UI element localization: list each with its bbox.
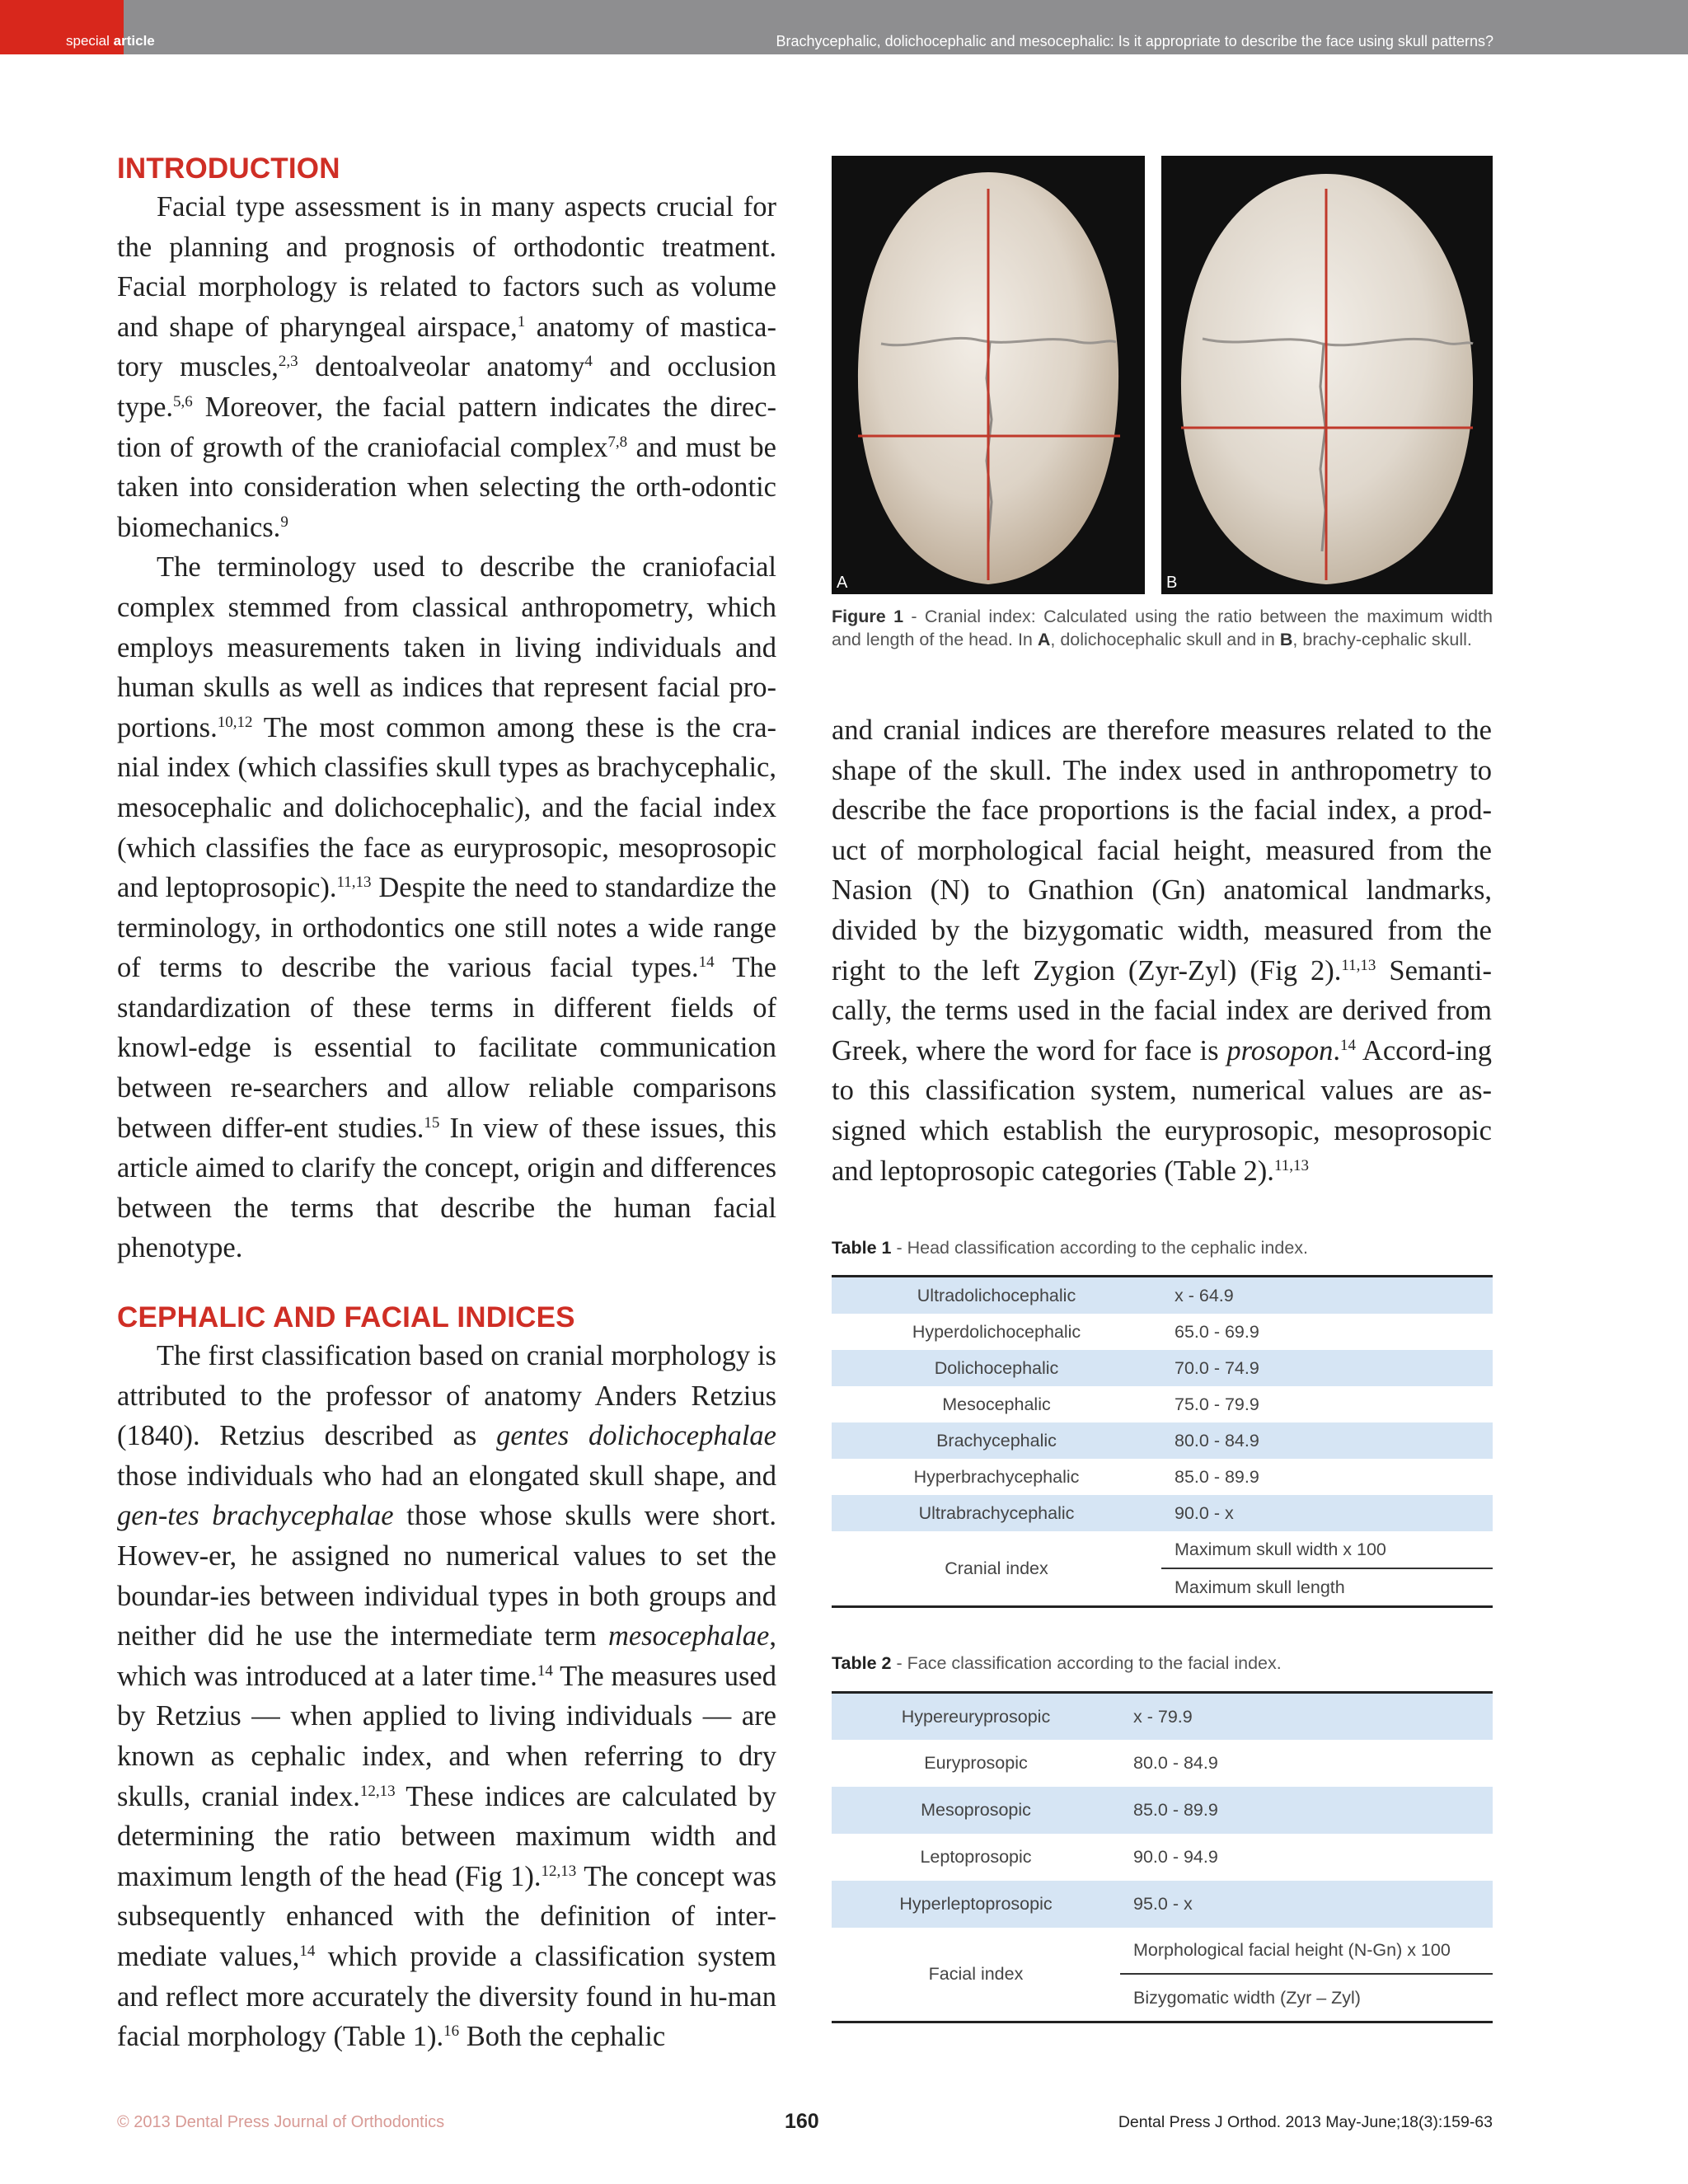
- footer-copyright: © 2013 Dental Press Journal of Orthodontics: [117, 2113, 445, 2131]
- table-cell: 95.0 - x: [1133, 1894, 1193, 1914]
- table-row: [832, 1277, 1493, 1314]
- table-cell: Mesocephalic: [942, 1394, 1051, 1414]
- table-row: [832, 1740, 1493, 1787]
- table-cell: 80.0 - 84.9: [1175, 1430, 1259, 1451]
- dolichocephalic-skull-image: [832, 156, 1145, 594]
- table-1: [832, 1275, 1493, 1608]
- table-1-caption: Table 1 - Head classification according to the cephalic index.: [832, 1238, 1309, 1258]
- intro-paragraph-1: Facial type assessment is in many aspects crucial for the planning and prognosis of orthodontic treatment. Facial morphology is related to factors such as volume and shape of pharyngeal airspace,$^1$ anatomy of mastica-tory muscles,$^{2,3}$ dentoalveolar anatomy$^4$ and occlusion type.$^{5,6}$ Moreover, the facial pattern indicates the direc-tion of growth of the craniofacial complex$^{7,8}$ and must be taken into consideration when selecting the orth-odontic biomechanics.$^9$: [117, 191, 776, 543]
- table-cell: Leptoprosopic: [920, 1847, 1032, 1867]
- table-cell: 75.0 - 79.9: [1175, 1394, 1259, 1414]
- table-1-formula: [832, 1531, 1493, 1605]
- table-2-formula: [832, 1928, 1493, 2021]
- table-cell: Hyperleptoprosopic: [899, 1894, 1053, 1914]
- formula-label: Facial index: [928, 1964, 1024, 1984]
- table-cell: Hyperbrachycephalic: [913, 1466, 1080, 1487]
- figure-1-panel-a: [832, 156, 1145, 594]
- table-row: [832, 1459, 1493, 1495]
- table-cell: 90.0 - x: [1175, 1502, 1234, 1523]
- table-cell: x - 79.9: [1133, 1706, 1193, 1727]
- panel-a-label: A: [837, 574, 848, 592]
- table-cell: Brachycephalic: [936, 1430, 1057, 1451]
- formula-denominator: Bizygomatic width (Zyr – Zyl): [1133, 1987, 1361, 2008]
- table-cell: Hyperdolichocephalic: [912, 1321, 1081, 1342]
- formula-numerator: Maximum skull width x 100: [1161, 1531, 1493, 1569]
- introduction-heading: INTRODUCTION: [117, 152, 340, 185]
- brachycephalic-skull-image: [1161, 156, 1493, 594]
- table-row: [832, 1350, 1493, 1386]
- formula-denominator: Maximum skull length: [1175, 1577, 1345, 1597]
- table-cell: 80.0 - 84.9: [1133, 1753, 1218, 1773]
- cephalic-paragraph: The first classification based on cranial morphology is attributed to the professor of anatomy Anders Retzius (1840). Retzius described as gentes dolichocephalae those individuals who had an elongated skull shape, and gen-tes brachycephalae those whose skulls were short. Howev-er, he assigned no numerical values to set the boundar-ies between individual types in both groups and neither did he use the intermediate term mesocephalae, which was introduced at a later time.$^{14}$ The measures used by Retzius — when applied to living individuals — are known as cephalic index, and when referring to dry skulls, cranial index.$^{12,13}$ These indices are calculated by determining the ratio between maximum width and maximum length of the head (Fig 1).$^{12,13}$ The concept was subsequently enhanced with the definition of inter-mediate values,$^{14}$ which provide a classification system and reflect more accurately the diversity found in hu-man facial morphology (Table 1).$^{16}$ Both the cephalic: [117, 1340, 777, 2053]
- table-cell: 85.0 - 89.9: [1175, 1466, 1259, 1487]
- formula-numerator: Morphological facial height (N-Gn) x 100: [1120, 1928, 1493, 1975]
- table-2: [832, 1691, 1493, 2023]
- table-row: [832, 1314, 1493, 1350]
- table-cell: 90.0 - 94.9: [1133, 1847, 1218, 1867]
- figure-1: [832, 156, 1493, 594]
- table-cell: 65.0 - 69.9: [1175, 1321, 1259, 1342]
- table-row: [832, 1834, 1493, 1881]
- formula-label: Cranial index: [945, 1558, 1048, 1578]
- panel-b-label: B: [1166, 574, 1178, 592]
- table-row: [832, 1787, 1493, 1834]
- table-cell: 70.0 - 74.9: [1175, 1357, 1259, 1378]
- figure-1-caption: Figure 1 - Cranial index: Calculated using the ratio between the maximum width and length of the head. In A, dolichocephalic skull and in B, brachy-cephalic skull.: [832, 607, 1493, 649]
- table-2-caption: Table 2 - Face classification according to the facial index.: [832, 1653, 1282, 1673]
- table-row: [832, 1422, 1493, 1459]
- table-cell: Dolichocephalic: [934, 1357, 1059, 1378]
- table-row: [832, 1386, 1493, 1422]
- figure-1-panel-b: [1161, 156, 1493, 594]
- table-row: [832, 1495, 1493, 1531]
- page-number: 160: [785, 2110, 819, 2133]
- intro-paragraph-2: The terminology used to describe the craniofacial complex stemmed from classical anthropometry, which employs measurements taken in living individuals and human skulls as well as indices that represent facial pro-portions.$^{10,12}$ The most common among these is the cra-nial index (which classifies skull types as brachycephalic, mesocephalic and dolichocephalic), and the facial index (which classifies the face as euryprosopic, mesoprosopic and leptoprosopic).$^{11,13}$ Despite the need to standardize the terminology, in orthodontics one still notes a wide range of terms to describe the various facial types.$^{14}$ The standardization of these terms in different fields of knowl-edge is essential to facilitate communication between re-searchers and allow reliable comparisons between differ-ent studies.$^{15}$ In view of these issues, this article aimed to clarify the concept, origin and differences between the terms that describe the human facial phenotype.: [117, 551, 777, 1264]
- table-cell: Mesoprosopic: [921, 1800, 1031, 1820]
- table-cell: 85.0 - 89.9: [1133, 1800, 1218, 1820]
- table-cell: Ultrabrachycephalic: [918, 1502, 1075, 1523]
- table-cell: Euryprosopic: [924, 1753, 1028, 1773]
- facial-index-paragraph: and cranial indices are therefore measures related to the shape of the skull. The index used in anthropometry to describe the face proportions is the facial index, a prod-uct of morphological facial height, measured from the Nasion (N) to Gnathion (Gn) anatomical landmarks, divided by the bizygomatic width, measured from the right to the left Zygion (Zyr-Zyl) (Fig 2).$^{11,13}$ Semanti-cally, the terms used in the facial index are derived from Greek, where the word for face is prosopon.$^{14}$ Accord-ing to this classification system, numerical values are as-signed which establish the euryprosopic, mesoprosopic and leptoprosopic categories (Table 2).$^{11,13}$: [832, 715, 1493, 1187]
- table-cell: x - 64.9: [1175, 1285, 1234, 1305]
- left-column: [117, 152, 776, 2057]
- table-cell: Hypereuryprosopic: [901, 1706, 1051, 1727]
- cephalic-indices-heading: CEPHALIC AND FACIAL INDICES: [117, 1301, 575, 1334]
- footer-citation: Dental Press J Orthod. 2013 May-June;18(3):159-63: [1118, 2113, 1493, 2131]
- right-column: [832, 710, 1492, 1191]
- table-row: [832, 1694, 1493, 1740]
- running-title: Brachycephalic, dolichocephalic and mesocephalic: Is it appropriate to describe the face using skull patterns?: [776, 33, 1493, 49]
- table-row: [832, 1881, 1493, 1928]
- table-cell: Ultradolichocephalic: [917, 1285, 1076, 1305]
- section-label: special article: [66, 33, 155, 49]
